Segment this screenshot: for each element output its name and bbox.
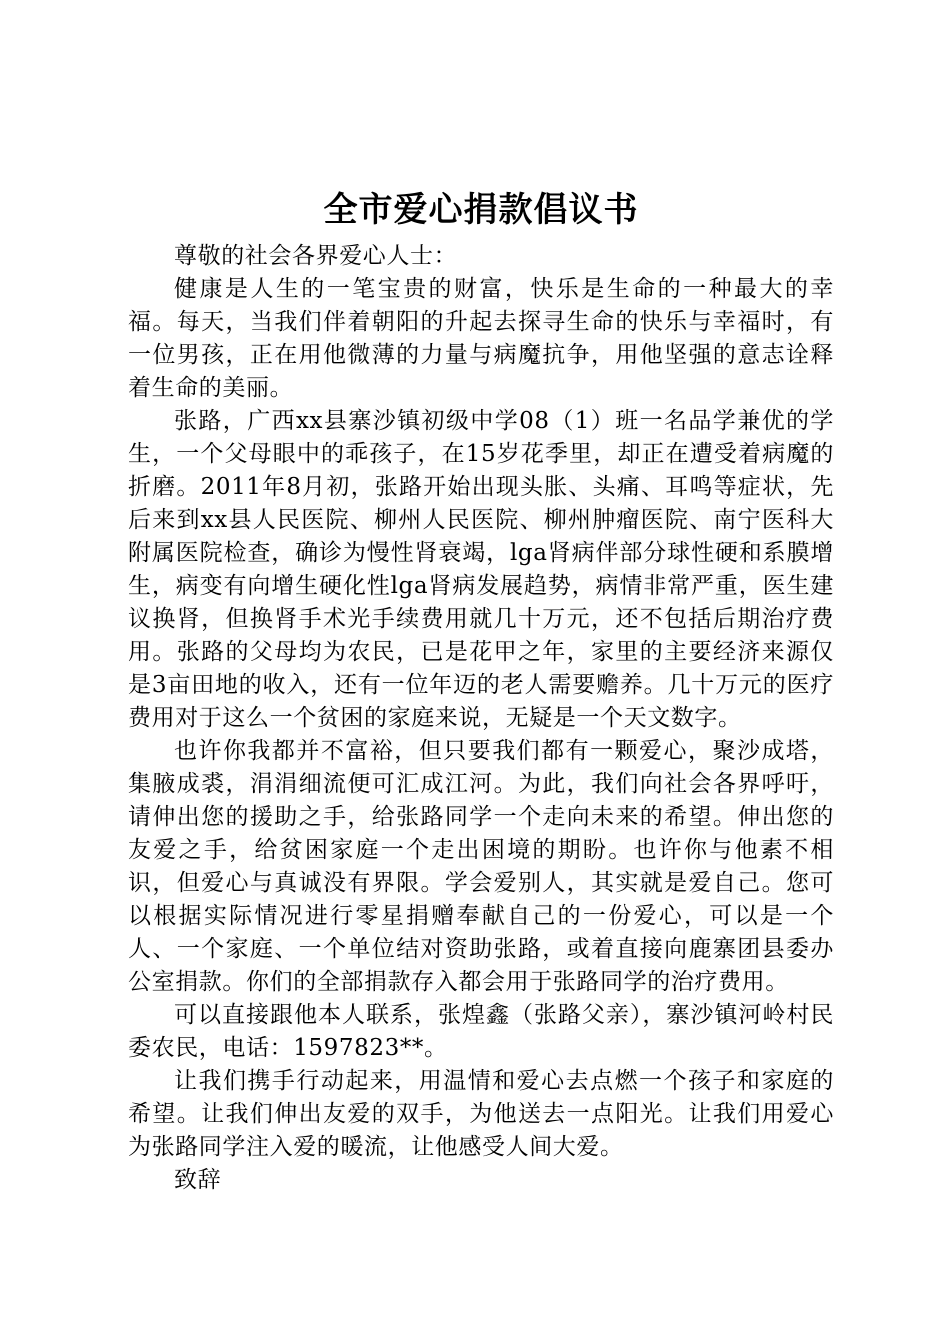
salutation: 尊敬的社会各界爱心人士： [174,243,458,269]
paragraph-call-to-action: 让我们携手行动起来，用温情和爱心去点燃一个孩子和家庭的希望。让我们伸出友爱的双手，为他送去一点阳光。让我们用爱心为张路同学注入爱的暖流，让他感受人间大爱。 [128,1068,834,1160]
closing: 致辞 [174,1167,222,1193]
paragraph-health: 健康是人生的一笔宝贵的财富，快乐是生命的一种最大的幸福。每天，当我们伴着朝阳的升起去探寻生命的快乐与幸福时，有一位男孩，正在用他微薄的力量与病魔抗争，用他坚强的意志诠释着生命的美丽。 [128,276,834,401]
document-page [128,180,834,1197]
document-title: 全市爱心捐款倡议书 [323,190,639,230]
paragraph-contact: 可以直接跟他本人联系，张煌鑫（张路父亲），寨沙镇河岭村民委农民，电话：1597823**。 [128,1002,834,1061]
paragraph-appeal: 也许你我都并不富裕，但只要我们都有一颗爱心，聚沙成塔，集腋成裘，涓涓细流便可汇成江河。为此，我们向社会各界呼吁，请伸出您的援助之手，给张路同学一个走向未来的希望。伸出您的友爱之手，给贫困家庭一个走出困境的期盼。也许你与他素不相识，但爱心与真诚没有界限。学会爱别人，其实就是爱自己。您可以根据实际情况进行零星捐赠奉献自己的一份爱心，可以是一个人、一个家庭、一个单位结对资助张路，或着直接向鹿寨团县委办公室捐款。你们的全部捐款存入都会用于张路同学的治疗费用。 [128,738,834,995]
paragraph-zhang-lu-illness: 张路，广西xx县寨沙镇初级中学08（1）班一名品学兼优的学生，一个父母眼中的乖孩子，在15岁花季里，却正在遭受着病魔的折磨。2011年8月初，张路开始出现头胀、头痛、耳鸣等症状，先后来到xx县人民医院、柳州人民医院、柳州肿瘤医院、南宁医科大附属医院检查，确诊为慢性肾衰竭，lga肾病伴部分球性硬和系膜增生，病变有向增生硬化性lga肾病发展趋势，病情非常严重，医生建议换肾，但换肾手术光手续费用就几十万元，还不包括后期治疗费用。张路的父母均为农民，已是花甲之年，家里的主要经济来源仅是3亩田地的收入，还有一位年迈的老人需要赡养。几十万元的医疗费用对于这么一个贫困的家庭来说，无疑是一个天文数字。 [128,408,834,731]
